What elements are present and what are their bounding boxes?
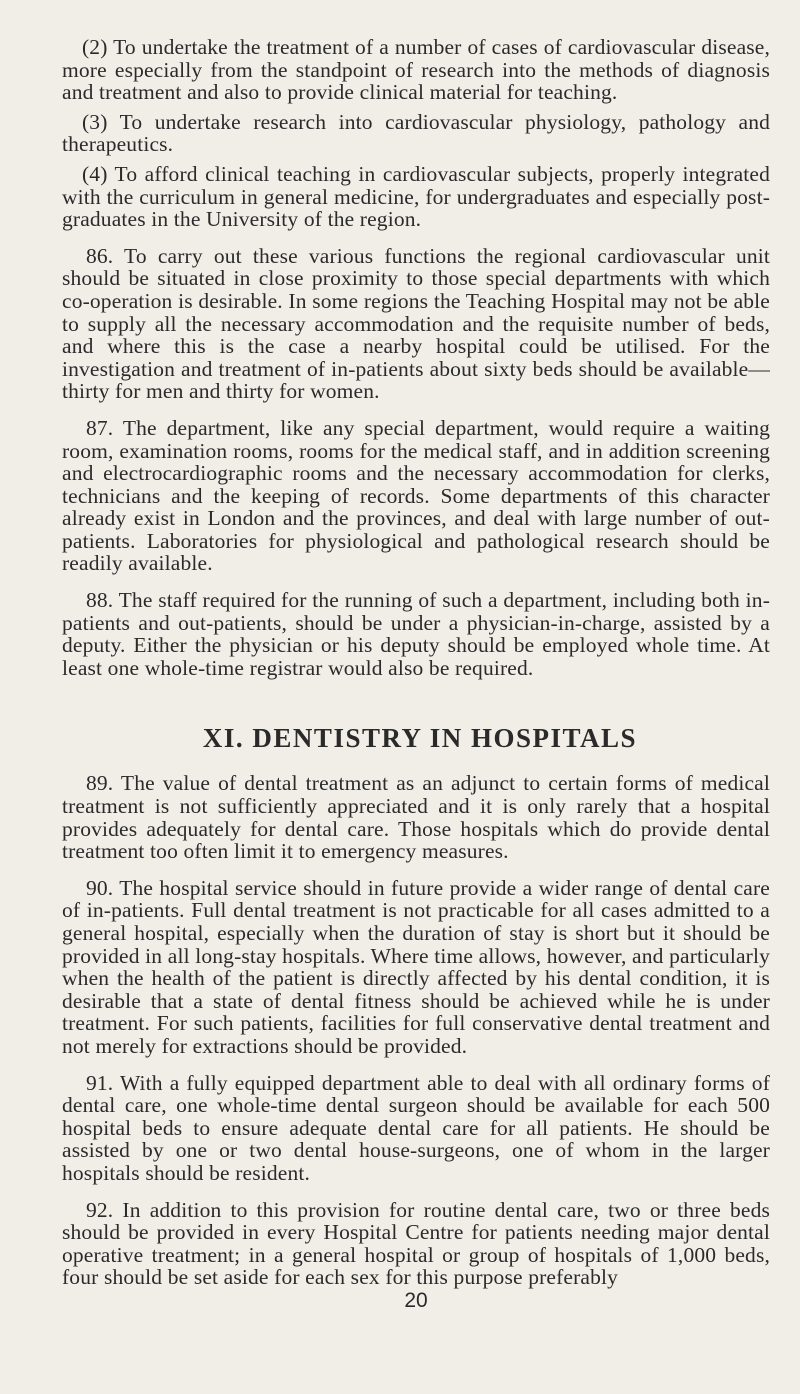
paragraph-87: 87. The department, like any special department, would require a waiting room, examination rooms, rooms for the medical staff, and in addition screening and electrocardiographic rooms and the necessary accommodation for clerks, technicians and the keeping of records. Some departments of this character already exist in London and the provinces, and deal with large number of out-patients. Laboratories for physiological and pathological research should be readily available. [62,415,770,576]
paragraph-92: 92. In addition to this provision for routine dental care, two or three beds should be provided in every Hospital Centre for patients needing major dental operative treatment; in a general hospital or group of hospitals of 1,000 beds, four should be set aside for each sex for this purpose preferably [62,1197,770,1290]
paragraph-88: 88. The staff required for the running of such a department, including both in-patients and out-patients, should be under a physician-in-charge, assisted by a deputy. Either the physician or his deputy should be employed whole time. At least one whole-time registrar would also be required. [62,588,770,680]
section-heading: XI. DENTISTRY IN HOSPITALS [202,723,638,754]
paragraph-objective-2: (2) To undertake the treatment of a number of cases of cardiovascular disease, more especially from the standpoint of research into the methods of diagnosis and treatment and also to provide clinical material for teaching. [62,35,770,105]
paragraph-86: 86. To carry out these various functions the regional cardiovascular unit should be situated in close proximity to those special departments with which co-operation is desirable. In some regions the Teaching Hospital may not be able to supply all the necessary accommodation and the requisite number of beds, and where this is the case a nearby hospital could be utilised. For the investigation and treatment of in-patients about sixty beds should be available—thirty for men and thirty for women. [62,243,770,404]
paragraph-objective-3: (3) To undertake research into cardiovascular physiology, pathology and therapeutics. [62,109,770,157]
page-number: 20 [404,1288,428,1312]
paragraph-objective-4: (4) To afford clinical teaching in cardiovascular subjects, properly integrated with the curriculum in general medicine, for undergraduates and especially post-graduates in the University of the region. [62,161,770,232]
paragraph-89: 89. The value of dental treatment as an adjunct to certain forms of medical treatment is not sufficiently appreciated and it is only rarely that a hospital provides adequately for dental care. Those hospitals which do provide dental treatment too often limit it to emergency measures. [62,771,770,864]
paragraph-90: 90. The hospital service should in future provide a wider range of dental care of in-patients. Full dental treatment is not practicable for all cases admitted to a general hospital, especially when the duration of stay is short but it should be provided in all long-stay hospitals. Where time allows, however, and particularly when the health of the patient is directly affected by his dental condition, it is desirable that a state of dental fitness should be achieved while he is under treatment. For such patients, facilities for full conservative dental treatment and not merely for extractions should be provided. [62,875,770,1058]
paragraph-91: 91. With a fully equipped department able to deal with all ordinary forms of dental care, one whole-time dental surgeon should be available for each 500 hospital beds to ensure adequate dental care for all patients. He should be assisted by one or two dental house-surgeons, one of whom in the larger hospitals should be resident. [62,1070,770,1185]
